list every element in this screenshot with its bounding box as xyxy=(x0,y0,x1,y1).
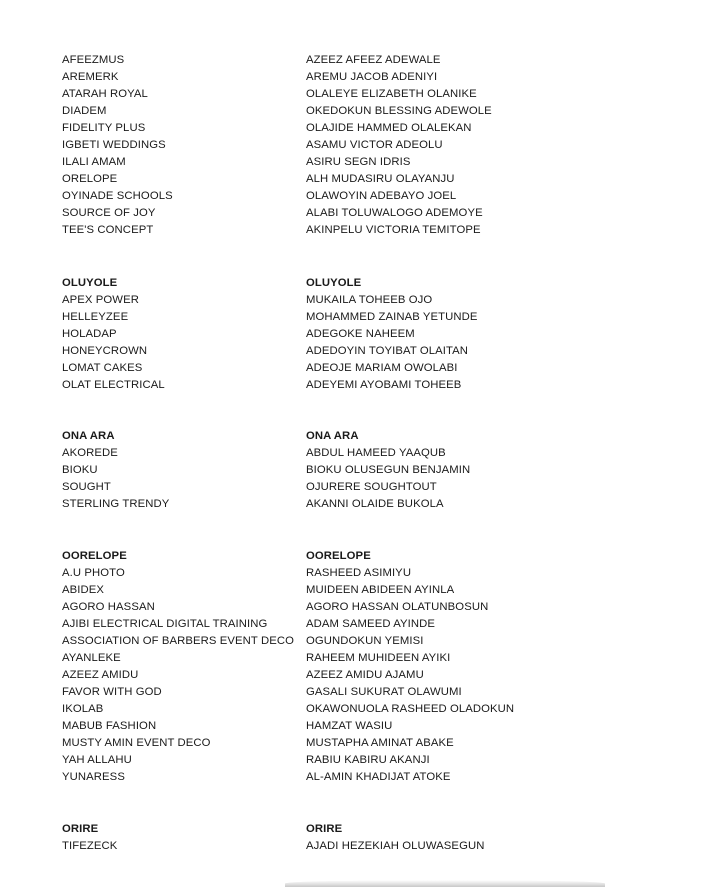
person-name: ADEOJE MARIAM OWOLABI xyxy=(306,362,458,374)
business-name: MUSTY AMIN EVENT DECO xyxy=(62,737,211,749)
section-heading-oorelope: OORELOPE xyxy=(306,550,371,562)
person-name: OKEDOKUN BLESSING ADEWOLE xyxy=(306,105,492,117)
person-name: ADEYEMI AYOBAMI TOHEEB xyxy=(306,379,462,391)
business-name: ASSOCIATION OF BARBERS EVENT DECO xyxy=(62,635,295,647)
person-name: ADAM SAMEED AYINDE xyxy=(306,618,436,630)
business-name: IGBETI WEDDINGS xyxy=(62,139,166,151)
person-name: ADEDOYIN TOYIBAT OLAITAN xyxy=(306,345,469,357)
business-name: YAH ALLAHU xyxy=(62,754,132,766)
business-name: ABIDEX xyxy=(62,584,105,596)
business-name: AFEEZMUS xyxy=(62,54,125,66)
section-heading-oluyole: OLUYOLE xyxy=(62,277,118,289)
person-name: OJURERE SOUGHTOUT xyxy=(306,481,437,493)
business-name: A.U PHOTO xyxy=(62,567,125,579)
person-name: AZEEZ AMIDU AJAMU xyxy=(306,669,424,681)
business-name: ORELOPE xyxy=(62,173,118,185)
person-name: AKANNI OLAIDE BUKOLA xyxy=(306,498,444,510)
person-name: AZEEZ AFEEZ ADEWALE xyxy=(306,54,441,66)
person-name: OLALEYE ELIZABETH OLANIKE xyxy=(306,88,477,100)
business-name: ILALI AMAM xyxy=(62,156,126,168)
person-name: BIOKU OLUSEGUN BENJAMIN xyxy=(306,464,471,476)
person-name: ASAMU VICTOR ADEOLU xyxy=(306,139,443,151)
business-name: AKOREDE xyxy=(62,447,118,459)
section-heading-oluyole: OLUYOLE xyxy=(306,277,362,289)
person-name: RAHEEM MUHIDEEN AYIKI xyxy=(306,652,451,664)
business-name: AREMERK xyxy=(62,71,119,83)
section-heading-ona-ara: ONA ARA xyxy=(62,430,115,442)
person-name: AJADI HEZEKIAH OLUWASEGUN xyxy=(306,840,485,852)
person-name: MUSTAPHA AMINAT ABAKE xyxy=(306,737,454,749)
business-name: HONEYCROWN xyxy=(62,345,148,357)
person-name: AGORO HASSAN OLATUNBOSUN xyxy=(306,601,489,613)
business-name: TEE'S CONCEPT xyxy=(62,224,154,236)
business-name: MABUB FASHION xyxy=(62,720,157,732)
section-heading-orire: ORIRE xyxy=(62,823,99,835)
person-name: OGUNDOKUN YEMISI xyxy=(306,635,424,647)
person-name: ALABI TOLUWALOGO ADEMOYE xyxy=(306,207,483,219)
business-name: BIOKU xyxy=(62,464,98,476)
person-name: OLAJIDE HAMMED OLALEKAN xyxy=(306,122,472,134)
business-name: ATARAH ROYAL xyxy=(62,88,148,100)
business-name: OYINADE SCHOOLS xyxy=(62,190,173,202)
section-heading-orire: ORIRE xyxy=(306,823,343,835)
person-name: HAMZAT WASIU xyxy=(306,720,393,732)
person-name: ABDUL HAMEED YAAQUB xyxy=(306,447,446,459)
business-name: HOLADAP xyxy=(62,328,117,340)
business-name: APEX POWER xyxy=(62,294,139,306)
person-name: OLAWOYIN ADEBAYO JOEL xyxy=(306,190,457,202)
business-name: AZEEZ AMIDU xyxy=(62,669,139,681)
business-name: TIFEZECK xyxy=(62,840,118,852)
person-name: RASHEED ASIMIYU xyxy=(306,567,412,579)
business-name: AGORO HASSAN xyxy=(62,601,155,613)
section-heading-ona-ara: ONA ARA xyxy=(306,430,359,442)
person-name: AKINPELU VICTORIA TEMITOPE xyxy=(306,224,481,236)
person-name: MUIDEEN ABIDEEN AYINLA xyxy=(306,584,455,596)
person-name: MUKAILA TOHEEB OJO xyxy=(306,294,433,306)
business-name: HELLEYZEE xyxy=(62,311,129,323)
person-name: MOHAMMED ZAINAB YETUNDE xyxy=(306,311,478,323)
person-name: ASIRU SEGN IDRIS xyxy=(306,156,411,168)
business-name: OLAT ELECTRICAL xyxy=(62,379,165,391)
business-name: DIADEM xyxy=(62,105,107,117)
person-name: ADEGOKE NAHEEM xyxy=(306,328,415,340)
business-name: STERLING TRENDY xyxy=(62,498,170,510)
business-name: FIDELITY PLUS xyxy=(62,122,146,134)
person-name: RABIU KABIRU AKANJI xyxy=(306,754,430,766)
business-name: SOUGHT xyxy=(62,481,111,493)
person-name: GASALI SUKURAT OLAWUMI xyxy=(306,686,462,698)
person-name: ALH MUDASIRU OLAYANJU xyxy=(306,173,455,185)
business-name: AYANLEKE xyxy=(62,652,121,664)
business-name: YUNARESS xyxy=(62,771,125,783)
section-heading-oorelope: OORELOPE xyxy=(62,550,127,562)
business-name: AJIBI ELECTRICAL DIGITAL TRAINING xyxy=(62,618,268,630)
person-name: OKAWONUOLA RASHEED OLADOKUN xyxy=(306,703,515,715)
person-name: AREMU JACOB ADENIYI xyxy=(306,71,438,83)
business-name: LOMAT CAKES xyxy=(62,362,143,374)
page-edge-shadow xyxy=(285,880,605,887)
business-name: FAVOR WITH GOD xyxy=(62,686,162,698)
business-name: IKOLAB xyxy=(62,703,104,715)
person-name: AL-AMIN KHADIJAT ATOKE xyxy=(306,771,451,783)
business-name: SOURCE OF JOY xyxy=(62,207,156,219)
